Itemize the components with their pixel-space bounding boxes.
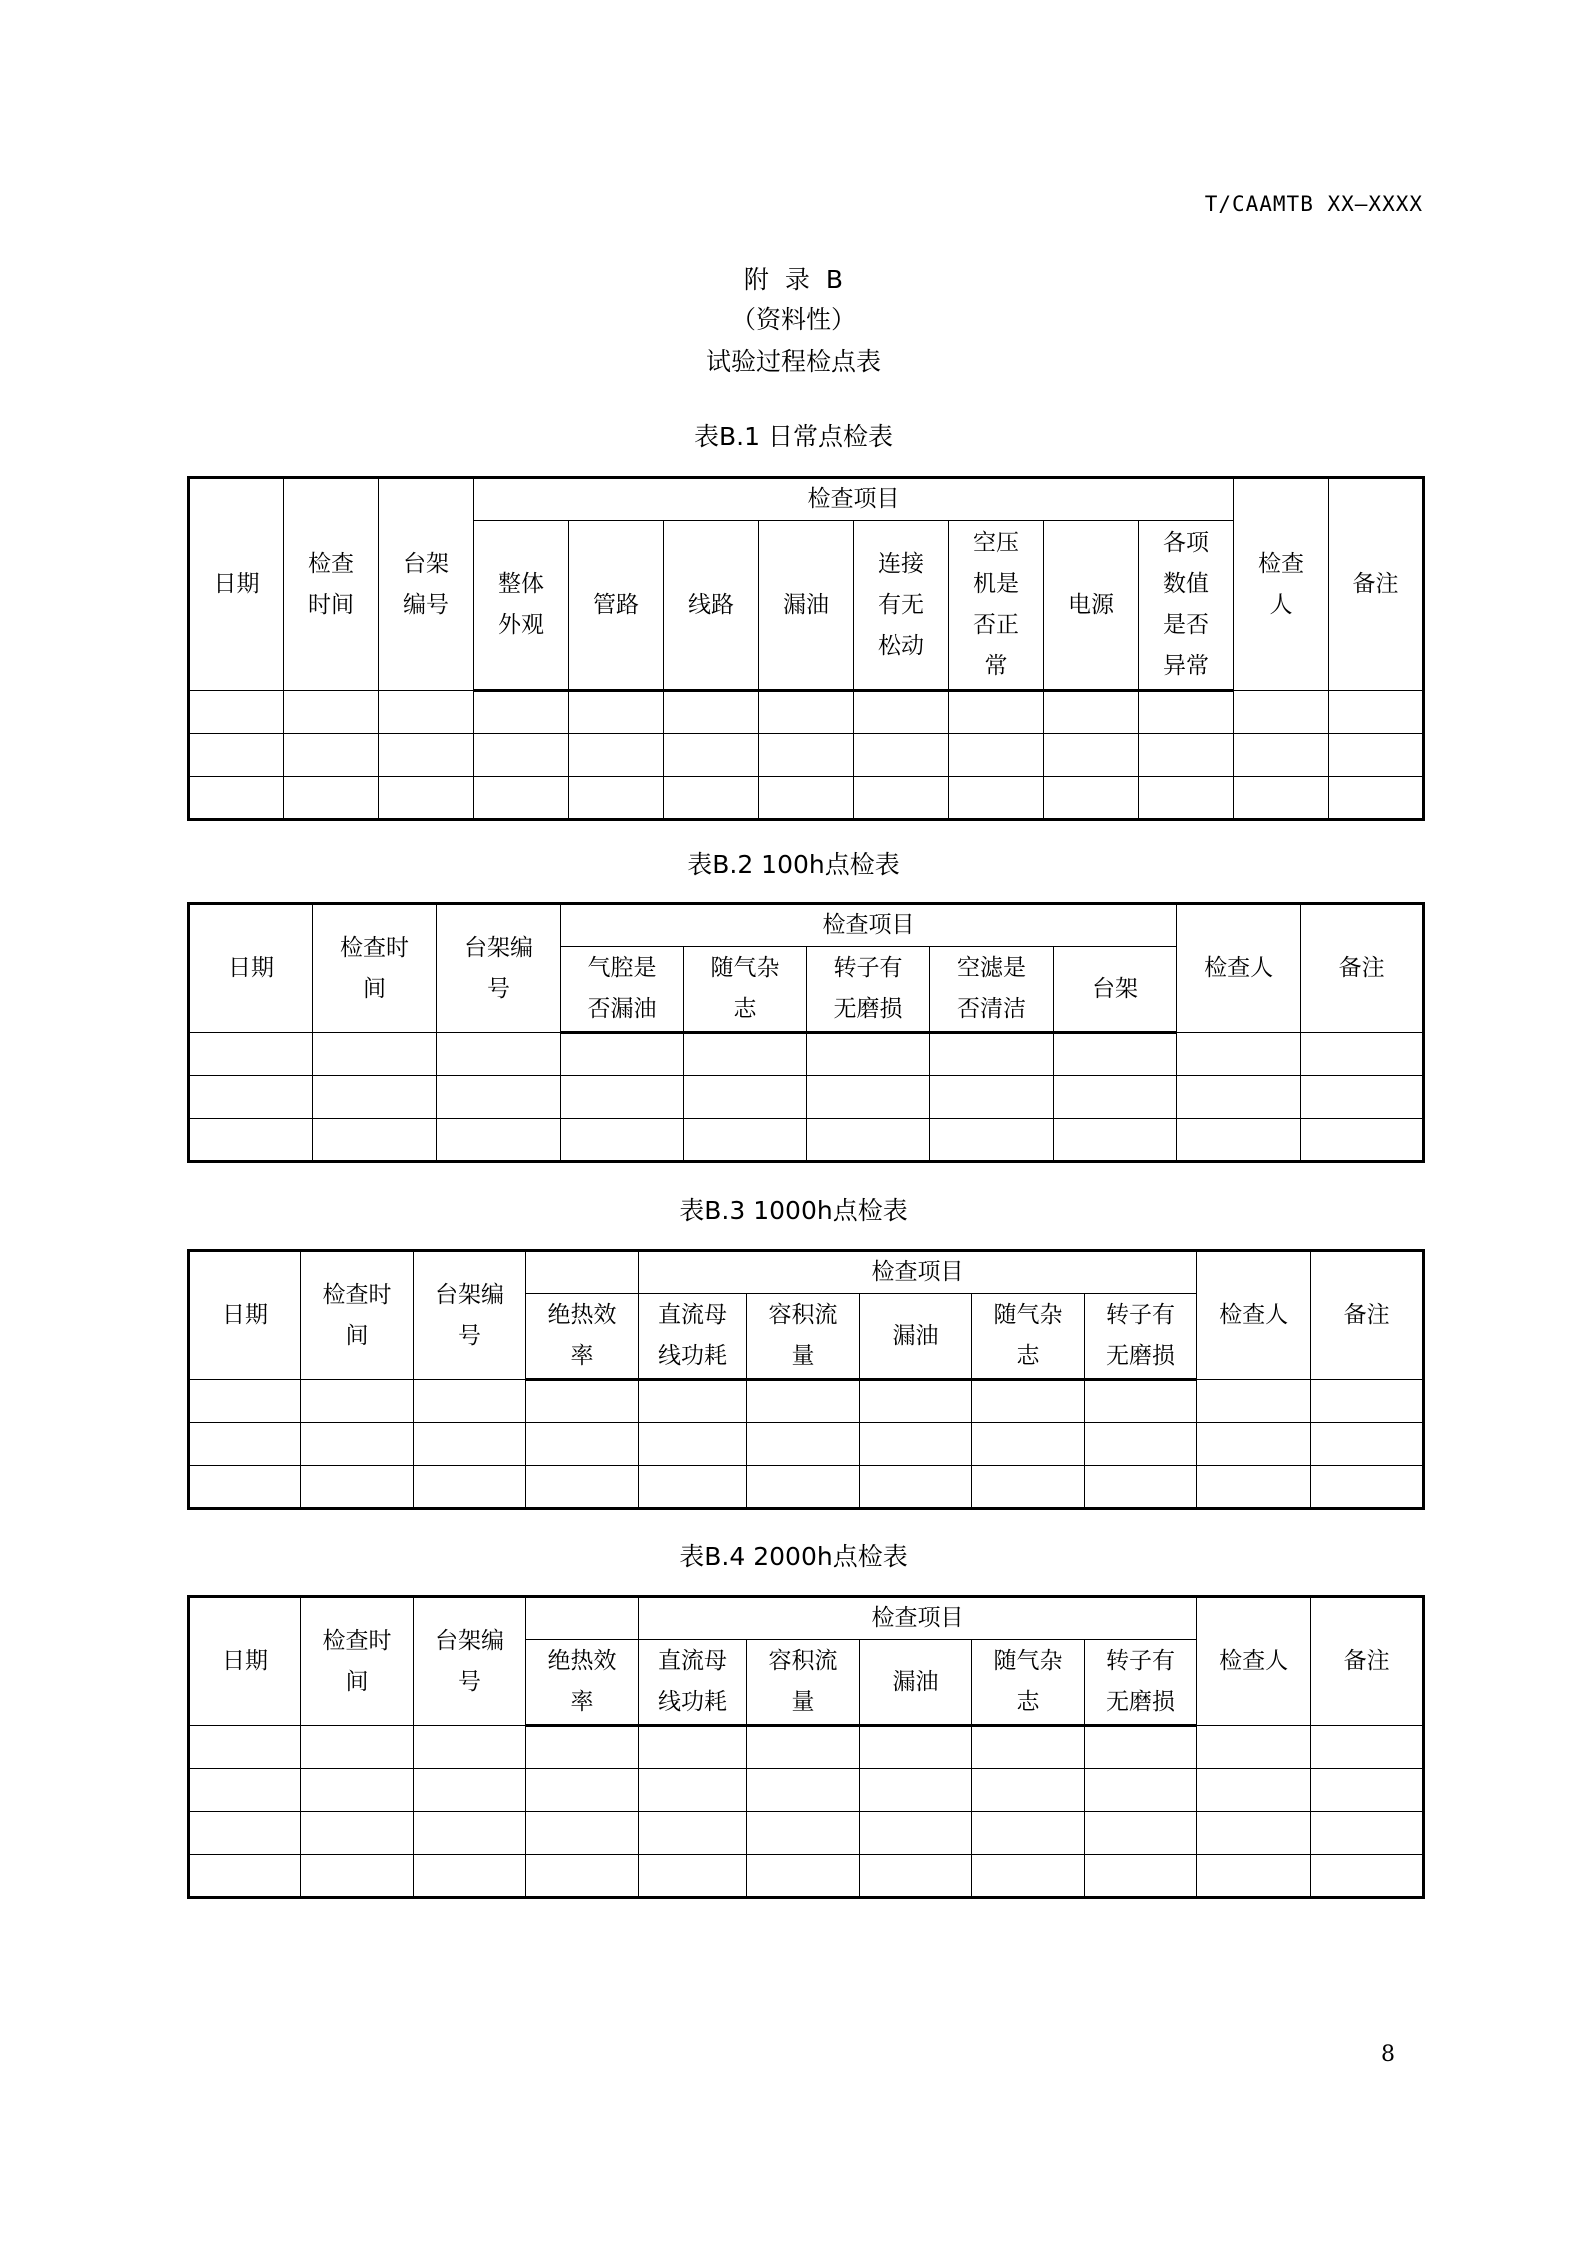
blank-cell[interactable] <box>860 1812 972 1855</box>
item-header: 转子有 无磨损 <box>807 947 930 1033</box>
blank-cell[interactable] <box>561 1033 684 1076</box>
blank-cell[interactable] <box>807 1076 930 1119</box>
blank-cell[interactable] <box>930 1033 1054 1076</box>
blank-cell[interactable] <box>639 1380 747 1423</box>
blank-cell[interactable] <box>1085 1423 1197 1466</box>
blank-cell[interactable] <box>313 1033 437 1076</box>
blank-cell[interactable] <box>379 777 474 820</box>
blank-cell[interactable] <box>189 777 284 820</box>
blank-cell[interactable] <box>747 1466 860 1509</box>
blank-cell[interactable] <box>854 734 949 777</box>
blank-cell[interactable] <box>807 1119 930 1162</box>
blank-cell[interactable] <box>1085 1769 1197 1812</box>
blank-cell[interactable] <box>526 1769 639 1812</box>
group-header-check-items: 检查项目 <box>639 1597 1197 1640</box>
blank-cell[interactable] <box>949 691 1044 734</box>
blank-cell[interactable] <box>1044 734 1139 777</box>
table-row <box>189 1423 1424 1466</box>
blank-cell[interactable] <box>414 1812 526 1855</box>
blank-cell[interactable] <box>1234 777 1329 820</box>
blank-cell[interactable] <box>1085 1812 1197 1855</box>
blank-cell[interactable] <box>189 1380 301 1423</box>
blank-cell[interactable] <box>189 1812 301 1855</box>
group-header-check-items: 检查项目 <box>561 904 1177 947</box>
blank-cell[interactable] <box>569 777 664 820</box>
blank-cell[interactable] <box>1054 1076 1177 1119</box>
table-b2 <box>187 902 1425 1163</box>
blank-cell[interactable] <box>664 777 759 820</box>
blank-cell[interactable] <box>639 1769 747 1812</box>
col-header-date: 日期 <box>189 904 313 1033</box>
blank-cell[interactable] <box>664 734 759 777</box>
blank-cell[interactable] <box>1054 1033 1177 1076</box>
appendix-title: 试验过程检点表 <box>705 347 881 376</box>
blank-cell[interactable] <box>301 1769 414 1812</box>
col-header-rig-number: 台架编 号 <box>437 904 561 1033</box>
blank-cell[interactable] <box>639 1812 747 1855</box>
blank-cell[interactable] <box>414 1380 526 1423</box>
blank-cell[interactable] <box>1054 1119 1177 1162</box>
blank-cell[interactable] <box>972 1380 1085 1423</box>
blank-cell[interactable] <box>1329 691 1424 734</box>
item-header: 各项 数值 是否 异常 <box>1139 521 1234 691</box>
blank-cell[interactable] <box>1044 777 1139 820</box>
table-b3-caption: 表B.3 1000h点检表 <box>679 1196 908 1225</box>
blank-cell[interactable] <box>313 1119 437 1162</box>
blank-cell[interactable] <box>1301 1033 1424 1076</box>
col-header-check-time: 检查时 间 <box>313 904 437 1033</box>
col-header-check-time: 检查时 间 <box>301 1251 414 1380</box>
table-b2-body <box>189 1033 1424 1162</box>
group-header-check-items: 检查项目 <box>639 1251 1197 1294</box>
blank-cell[interactable] <box>972 1423 1085 1466</box>
table-b3 <box>187 1249 1425 1510</box>
blank-cell[interactable] <box>759 691 854 734</box>
blank-cell[interactable] <box>1311 1423 1424 1466</box>
blank-cell[interactable] <box>747 1726 860 1769</box>
item-header: 空滤是 否清洁 <box>930 947 1054 1033</box>
blank-cell[interactable] <box>639 1466 747 1509</box>
blank-cell[interactable] <box>1197 1380 1311 1423</box>
col-header-date: 日期 <box>189 1597 301 1726</box>
blank-cell[interactable] <box>1311 1380 1424 1423</box>
blank-cell[interactable] <box>930 1119 1054 1162</box>
appendix-label: 附录B <box>743 265 860 294</box>
blank-cell[interactable] <box>854 777 949 820</box>
blank-cell[interactable] <box>414 1769 526 1812</box>
blank-cell[interactable] <box>860 1855 972 1898</box>
blank-cell[interactable] <box>972 1769 1085 1812</box>
blank-cell[interactable] <box>1177 1119 1301 1162</box>
blank-cell[interactable] <box>526 1380 639 1423</box>
item-header: 连接 有无 松动 <box>854 521 949 691</box>
blank-cell[interactable] <box>189 734 284 777</box>
item-header: 容积流 量 <box>747 1640 860 1726</box>
blank-cell[interactable] <box>1177 1076 1301 1119</box>
table-row <box>189 1812 1424 1855</box>
table-row <box>189 734 1424 777</box>
blank-cell[interactable] <box>301 1466 414 1509</box>
blank-cell[interactable] <box>1085 1380 1197 1423</box>
blank-cell[interactable] <box>526 1466 639 1509</box>
table-row <box>189 777 1424 820</box>
blank-cell[interactable] <box>949 734 1044 777</box>
blank-cell[interactable] <box>414 1466 526 1509</box>
group-header-check-items: 检查项目 <box>474 478 1234 521</box>
document-code: T/CAAMTB XX—XXXX <box>1204 192 1423 216</box>
item-header: 随气杂 志 <box>972 1640 1085 1726</box>
table-row <box>189 1726 1424 1769</box>
item-header: 空压 机是 否正 常 <box>949 521 1044 691</box>
blank-cell[interactable] <box>1085 1855 1197 1898</box>
blank-cell[interactable] <box>747 1769 860 1812</box>
blank-cell[interactable] <box>284 691 379 734</box>
table-row <box>189 1033 1424 1076</box>
blank-cell[interactable] <box>1085 1726 1197 1769</box>
blank-cell[interactable] <box>569 734 664 777</box>
blank-cell[interactable] <box>1329 777 1424 820</box>
item-header: 漏油 <box>860 1640 972 1726</box>
item-header: 转子有 无磨损 <box>1085 1640 1197 1726</box>
blank-cell[interactable] <box>930 1076 1054 1119</box>
item-header: 直流母 线功耗 <box>639 1294 747 1380</box>
blank-cell[interactable] <box>1197 1855 1311 1898</box>
blank-cell[interactable] <box>860 1466 972 1509</box>
blank-cell[interactable] <box>474 777 569 820</box>
col-header-remarks: 备注 <box>1329 478 1424 691</box>
item-header: 漏油 <box>759 521 854 691</box>
item-header: 线路 <box>664 521 759 691</box>
col-header-inspector: 检查人 <box>1197 1597 1311 1726</box>
blank-cell[interactable] <box>301 1812 414 1855</box>
blank-cell[interactable] <box>437 1076 561 1119</box>
blank-cell[interactable] <box>414 1855 526 1898</box>
item-header: 随气杂 志 <box>684 947 807 1033</box>
item-header: 管路 <box>569 521 664 691</box>
blank-cell[interactable] <box>1301 1076 1424 1119</box>
table-b4 <box>187 1595 1425 1899</box>
blank-cell[interactable] <box>664 691 759 734</box>
blank-cell[interactable] <box>189 1033 313 1076</box>
blank-cell[interactable] <box>1311 1466 1424 1509</box>
blank-cell[interactable] <box>526 1423 639 1466</box>
blank-cell[interactable] <box>526 1812 639 1855</box>
table-row <box>189 1855 1424 1898</box>
blank-cell[interactable] <box>526 1855 639 1898</box>
table-row <box>189 691 1424 734</box>
blank-cell[interactable] <box>189 1076 313 1119</box>
blank-cell[interactable] <box>972 1812 1085 1855</box>
blank-cell[interactable] <box>684 1076 807 1119</box>
blank-cell[interactable] <box>972 1466 1085 1509</box>
table-b3-body <box>189 1380 1424 1509</box>
blank-cell[interactable] <box>949 777 1044 820</box>
table-row <box>189 1769 1424 1812</box>
table-b1 <box>187 476 1425 821</box>
page-number: 8 <box>1381 2042 1395 2067</box>
table-b1-caption: 表B.1 日常点检表 <box>694 422 893 451</box>
blank-cell[interactable] <box>1234 734 1329 777</box>
blank-cell[interactable] <box>301 1423 414 1466</box>
col-header-check-time: 检查时 间 <box>301 1597 414 1726</box>
col-header-inspector: 检查人 <box>1177 904 1301 1033</box>
blank-cell[interactable] <box>1177 1033 1301 1076</box>
col-header-inspector: 检查人 <box>1197 1251 1311 1380</box>
blank-cell[interactable] <box>747 1380 860 1423</box>
item-header: 电源 <box>1044 521 1139 691</box>
table-b4-body <box>189 1726 1424 1898</box>
blank-cell[interactable] <box>189 1119 313 1162</box>
blank-cell[interactable] <box>189 691 284 734</box>
blank-cell[interactable] <box>189 1855 301 1898</box>
blank-cell[interactable] <box>972 1855 1085 1898</box>
blank-cell[interactable] <box>747 1812 860 1855</box>
blank-cell[interactable] <box>189 1466 301 1509</box>
item-header: 漏油 <box>860 1294 972 1380</box>
item-header: 容积流 量 <box>747 1294 860 1380</box>
blank-cell[interactable] <box>1311 1726 1424 1769</box>
blank-cell[interactable] <box>474 734 569 777</box>
table-row <box>189 1380 1424 1423</box>
blank-cell[interactable] <box>189 1726 301 1769</box>
col-header-rig-number: 台架 编号 <box>379 478 474 691</box>
table-b4-caption: 表B.4 2000h点检表 <box>679 1542 908 1571</box>
col-header-rig-number: 台架编 号 <box>414 1597 526 1726</box>
blank-cell[interactable] <box>284 734 379 777</box>
blank-cell[interactable] <box>860 1769 972 1812</box>
blank-cell[interactable] <box>1197 1812 1311 1855</box>
col-header-date: 日期 <box>189 478 284 691</box>
blank-cell[interactable] <box>639 1855 747 1898</box>
blank-cell[interactable] <box>561 1119 684 1162</box>
blank-cell[interactable] <box>854 691 949 734</box>
blank-cell[interactable] <box>301 1726 414 1769</box>
item-header: 转子有 无磨损 <box>1085 1294 1197 1380</box>
table-row <box>189 1466 1424 1509</box>
item-header: 绝热效 率 <box>526 1294 639 1380</box>
blank-cell[interactable] <box>301 1380 414 1423</box>
blank-cell[interactable] <box>759 777 854 820</box>
blank-cell[interactable] <box>561 1076 684 1119</box>
blank-cell[interactable] <box>284 777 379 820</box>
group-header-spacer <box>526 1251 639 1294</box>
blank-cell[interactable] <box>1234 691 1329 734</box>
blank-cell[interactable] <box>1311 1812 1424 1855</box>
col-header-remarks: 备注 <box>1311 1597 1424 1726</box>
blank-cell[interactable] <box>414 1726 526 1769</box>
blank-cell[interactable] <box>1044 691 1139 734</box>
table-b2-caption: 表B.2 100h点检表 <box>687 850 900 879</box>
blank-cell[interactable] <box>437 1033 561 1076</box>
blank-cell[interactable] <box>1139 691 1234 734</box>
blank-cell[interactable] <box>639 1423 747 1466</box>
table-row <box>189 1119 1424 1162</box>
blank-cell[interactable] <box>684 1033 807 1076</box>
blank-cell[interactable] <box>1197 1769 1311 1812</box>
blank-cell[interactable] <box>526 1726 639 1769</box>
col-header-date: 日期 <box>189 1251 301 1380</box>
col-header-rig-number: 台架编 号 <box>414 1251 526 1380</box>
blank-cell[interactable] <box>684 1119 807 1162</box>
item-header: 气腔是 否漏油 <box>561 947 684 1033</box>
item-header: 台架 <box>1054 947 1177 1033</box>
item-header: 整体 外观 <box>474 521 569 691</box>
appendix-nature: （资料性） <box>730 305 856 334</box>
col-header-remarks: 备注 <box>1301 904 1424 1033</box>
item-header: 绝热效 率 <box>526 1640 639 1726</box>
group-header-spacer <box>526 1597 639 1640</box>
table-row <box>189 1076 1424 1119</box>
col-header-inspector: 检查 人 <box>1234 478 1329 691</box>
col-header-remarks: 备注 <box>1311 1251 1424 1380</box>
blank-cell[interactable] <box>313 1076 437 1119</box>
table-b1-body <box>189 691 1424 820</box>
blank-cell[interactable] <box>860 1423 972 1466</box>
blank-cell[interactable] <box>1329 734 1424 777</box>
blank-cell[interactable] <box>972 1726 1085 1769</box>
blank-cell[interactable] <box>860 1380 972 1423</box>
item-header: 随气杂 志 <box>972 1294 1085 1380</box>
blank-cell[interactable] <box>437 1119 561 1162</box>
col-header-check-time: 检查 时间 <box>284 478 379 691</box>
blank-cell[interactable] <box>1139 734 1234 777</box>
blank-cell[interactable] <box>474 691 569 734</box>
blank-cell[interactable] <box>1139 777 1234 820</box>
blank-cell[interactable] <box>189 1769 301 1812</box>
blank-cell[interactable] <box>1197 1423 1311 1466</box>
blank-cell[interactable] <box>1197 1726 1311 1769</box>
blank-cell[interactable] <box>807 1033 930 1076</box>
blank-cell[interactable] <box>301 1855 414 1898</box>
item-header: 直流母 线功耗 <box>639 1640 747 1726</box>
blank-cell[interactable] <box>1311 1855 1424 1898</box>
blank-cell[interactable] <box>1085 1466 1197 1509</box>
blank-cell[interactable] <box>1311 1769 1424 1812</box>
blank-cell[interactable] <box>639 1726 747 1769</box>
blank-cell[interactable] <box>747 1423 860 1466</box>
blank-cell[interactable] <box>189 1423 301 1466</box>
blank-cell[interactable] <box>1301 1119 1424 1162</box>
blank-cell[interactable] <box>379 691 474 734</box>
blank-cell[interactable] <box>747 1855 860 1898</box>
blank-cell[interactable] <box>759 734 854 777</box>
blank-cell[interactable] <box>414 1423 526 1466</box>
blank-cell[interactable] <box>379 734 474 777</box>
blank-cell[interactable] <box>1197 1466 1311 1509</box>
blank-cell[interactable] <box>569 691 664 734</box>
blank-cell[interactable] <box>860 1726 972 1769</box>
